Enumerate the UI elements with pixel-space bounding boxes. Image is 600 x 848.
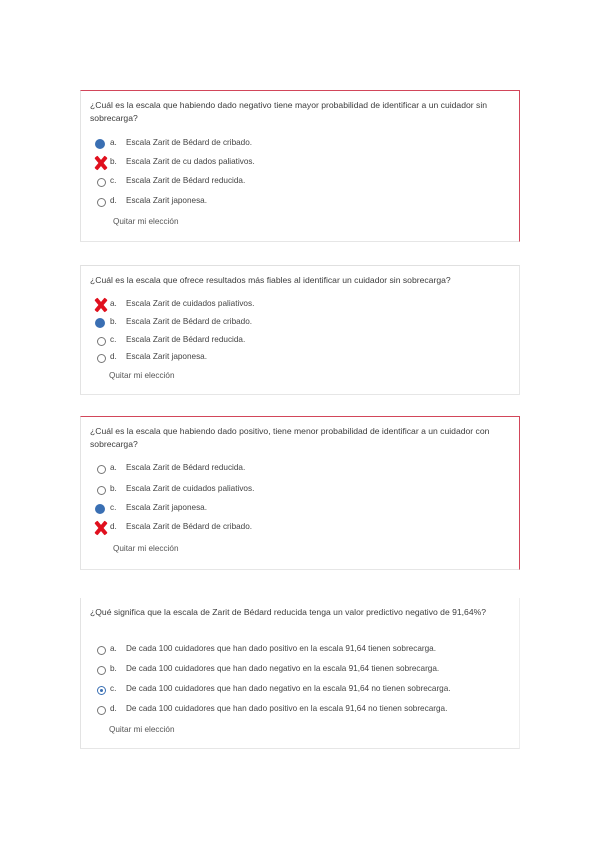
option-letter: a.: [110, 463, 117, 472]
option-letter: b.: [110, 484, 117, 493]
option-text: De cada 100 cuidadores que han dado positivo en la escala 91,64 tienen sobrecarga.: [126, 644, 436, 653]
question-text: ¿Qué significa que la escala de Zarit de Bédard reducida tenga un valor predictivo negativo de 91,64%?: [90, 607, 487, 617]
radio-empty-icon[interactable]: [94, 644, 106, 656]
option-text: Escala Zarit japonesa.: [126, 503, 208, 512]
option-letter: b.: [110, 664, 117, 673]
wrong-answer-icon: [94, 522, 106, 534]
option-letter: c.: [110, 176, 117, 185]
radio-empty-icon[interactable]: [94, 196, 106, 208]
radio-selected-icon[interactable]: [94, 138, 106, 150]
option-letter: c.: [110, 684, 117, 693]
radio-selected-icon[interactable]: [94, 317, 106, 329]
option-letter: c.: [110, 335, 117, 344]
option-text: Escala Zarit japonesa.: [126, 196, 208, 205]
option-text: Escala Zarit de cu dados paliativos.: [126, 157, 255, 166]
clear-choice-link[interactable]: Quitar mi elección: [113, 217, 179, 226]
option-letter: b.: [110, 317, 117, 326]
question-card: [80, 90, 520, 242]
option-text: Escala Zarit de cuidados paliativos.: [126, 484, 255, 493]
question-card: [80, 265, 520, 395]
option-text: Escala Zarit de Bédard de cribado.: [126, 522, 253, 531]
clear-choice-link[interactable]: Quitar mi elección: [113, 544, 179, 553]
radio-empty-icon[interactable]: [94, 664, 106, 676]
option-letter: d.: [110, 196, 117, 205]
option-text: Escala Zarit de Bédard reducida.: [126, 335, 246, 344]
option-letter: b.: [110, 157, 117, 166]
radio-empty-icon[interactable]: [94, 484, 106, 496]
clear-choice-link[interactable]: Quitar mi elección: [109, 371, 175, 380]
question-card: [80, 598, 520, 749]
option-text: Escala Zarit de Bédard reducida.: [126, 463, 246, 472]
question-text: ¿Cuál es la escala que ofrece resultados más fiables al identificar un cuidador sin sobrecarga?: [90, 275, 451, 285]
option-letter: a.: [110, 644, 117, 653]
radio-empty-icon[interactable]: [94, 176, 106, 188]
radio-selected-icon[interactable]: [94, 503, 106, 515]
radio-checked-icon[interactable]: [94, 684, 106, 696]
option-text: De cada 100 cuidadores que han dado positivo en la escala 91,64 no tienen sobrecarga.: [126, 704, 448, 713]
radio-empty-icon[interactable]: [94, 463, 106, 475]
question-card: [80, 416, 520, 570]
option-text: De cada 100 cuidadores que han dado negativo en la escala 91,64 no tienen sobrecarga.: [126, 684, 451, 693]
option-text: Escala Zarit de Bédard reducida.: [126, 176, 246, 185]
option-letter: d.: [110, 352, 117, 361]
wrong-answer-icon: [94, 299, 106, 311]
clear-choice-link[interactable]: Quitar mi elección: [109, 725, 175, 734]
option-text: Escala Zarit de Bédard de cribado.: [126, 317, 253, 326]
radio-empty-icon[interactable]: [94, 352, 106, 364]
option-text: Escala Zarit de cuidados paliativos.: [126, 299, 255, 308]
radio-empty-icon[interactable]: [94, 335, 106, 347]
option-text: Escala Zarit japonesa.: [126, 352, 208, 361]
option-letter: d.: [110, 522, 117, 531]
wrong-answer-icon: [94, 157, 106, 169]
option-text: De cada 100 cuidadores que han dado negativo en la escala 91,64 tienen sobrecarga.: [126, 664, 440, 673]
question-text: ¿Cuál es la escala que habiendo dado positivo, tiene menor probabilidad de identificar a un cuidador con sobrecarga?: [90, 426, 490, 449]
option-letter: c.: [110, 503, 117, 512]
option-letter: d.: [110, 704, 117, 713]
option-text: Escala Zarit de Bédard de cribado.: [126, 138, 253, 147]
radio-empty-icon[interactable]: [94, 704, 106, 716]
option-letter: a.: [110, 138, 117, 147]
option-letter: a.: [110, 299, 117, 308]
question-text: ¿Cuál es la escala que habiendo dado negativo tiene mayor probabilidad de identificar a un cuidador sin sobrecarga?: [90, 100, 488, 123]
